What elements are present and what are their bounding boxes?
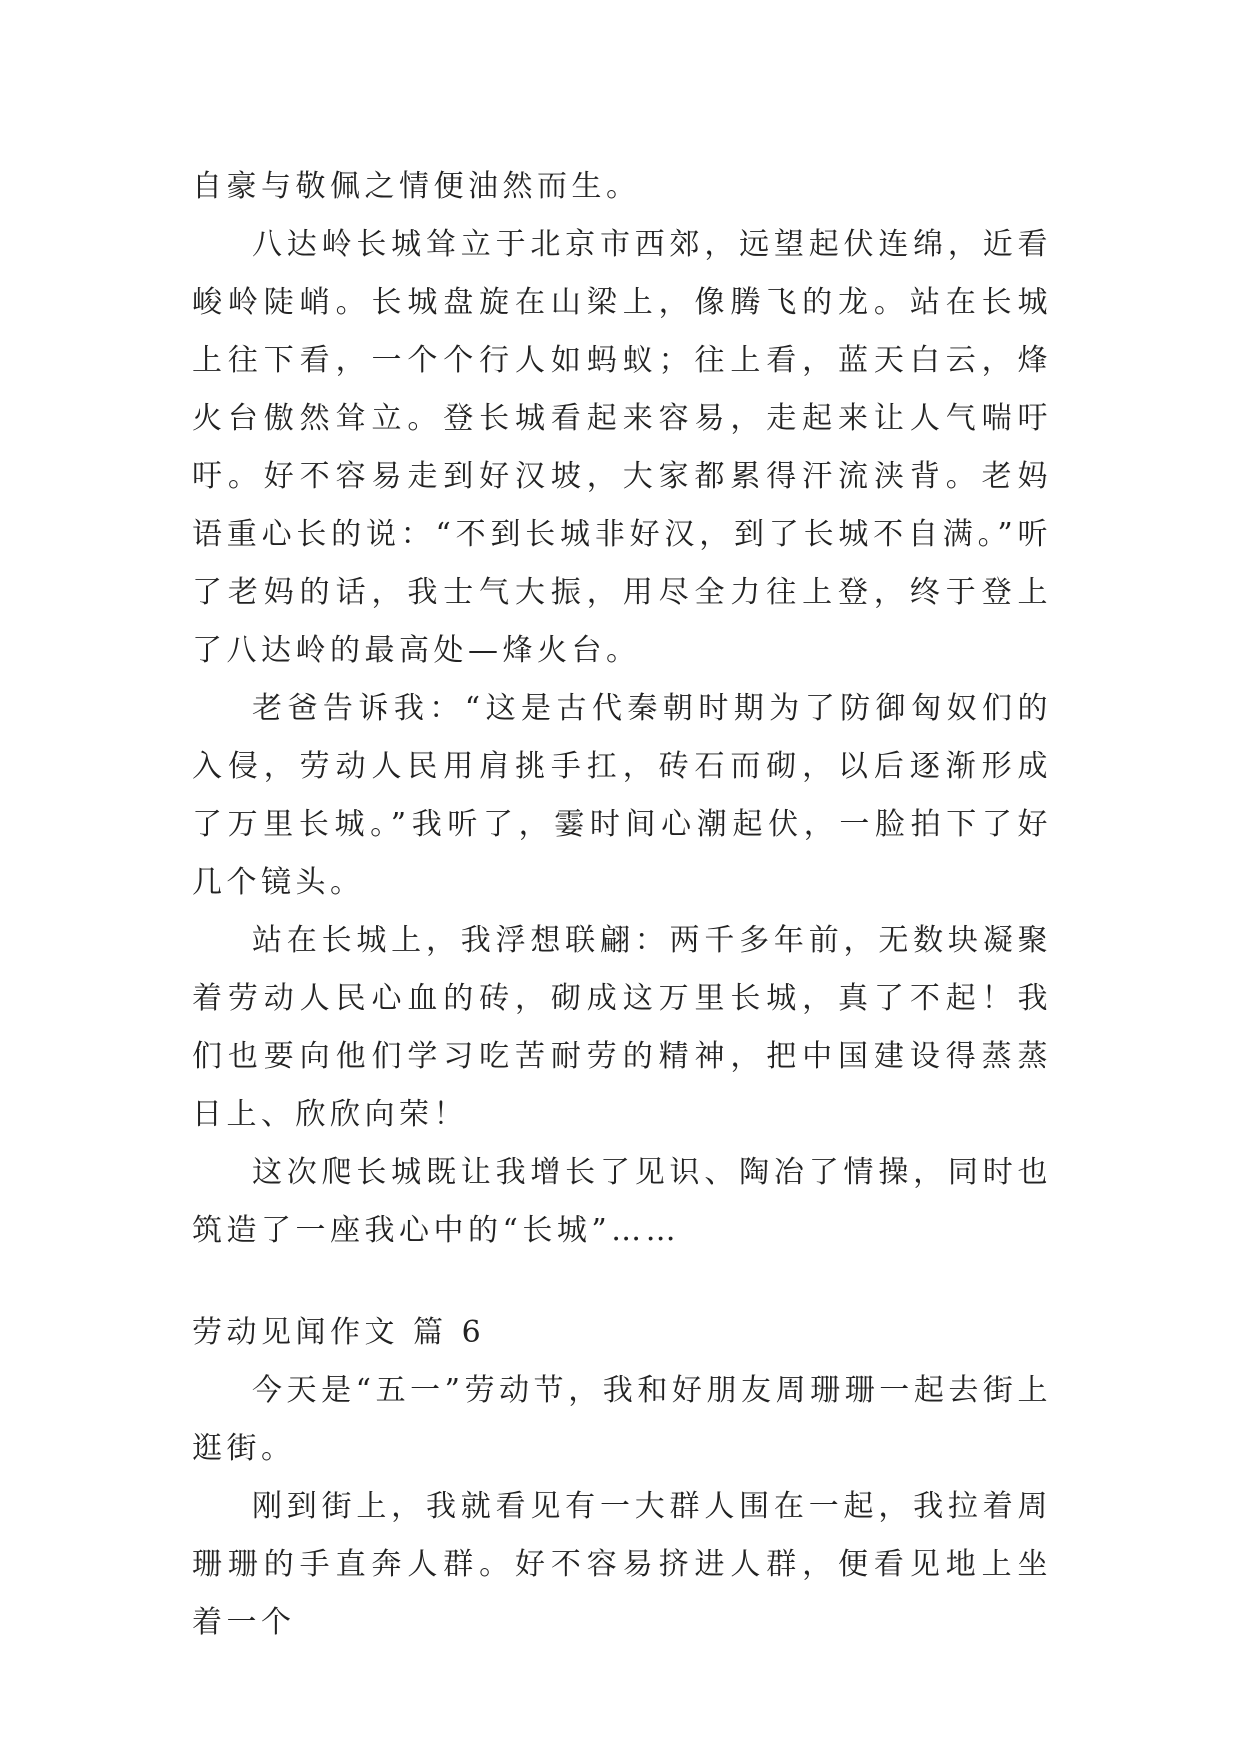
paragraph-badaling: 八达岭长城耸立于北京市西郊，远望起伏连绵，近看峻岭陡峭。长城盘旋在山梁上，像腾飞的龙。站在长城上往下看，一个个行人如蚂蚁；往上看，蓝天白云，烽火台傲然耸立。登长城看起来容易，走起来让人气喘吁吁。好不容易走到好汉坡，大家都累得汗流浃背。老妈语重心长的说：“不到长城非好汉，到了长城不自满。”听了老妈的话，我士气大振，用尽全力往上登，终于登上了八达岭的最高处—烽火台。 <box>192 227 1052 668</box>
document-page <box>192 158 1052 1652</box>
paragraph-conclusion: 这次爬长城既让我增长了见识、陶冶了情操，同时也筑造了一座我心中的“长城”…… <box>192 1155 1052 1248</box>
paragraph-continuation: 自豪与敬佩之情便油然而生。 <box>192 169 641 204</box>
section-title: 劳动见闻作文 篇 6 <box>192 1315 486 1350</box>
paragraph-father-explains: 老爸告诉我：“这是古代秦朝时期为了防御匈奴们的入侵，劳动人民用肩挑手扛，砖石而砌，以后逐渐形成了万里长城。”我听了，霎时间心潮起伏，一脸拍下了好几个镜头。 <box>192 691 1052 900</box>
paragraph-labor-day: 今天是“五一”劳动节，我和好朋友周珊珊一起去街上逛街。 <box>192 1373 1052 1466</box>
paragraph-reflection: 站在长城上，我浮想联翩：两千多年前，无数块凝聚着劳动人民心血的砖，砌成这万里长城，真了不起！我们也要向他们学习吃苦耐劳的精神，把中国建设得蒸蒸日上、欣欣向荣！ <box>192 923 1052 1132</box>
paragraph-crowd: 刚到街上，我就看见有一大群人围在一起，我拉着周珊珊的手直奔人群。好不容易挤进人群，便看见地上坐着一个 <box>192 1489 1052 1640</box>
